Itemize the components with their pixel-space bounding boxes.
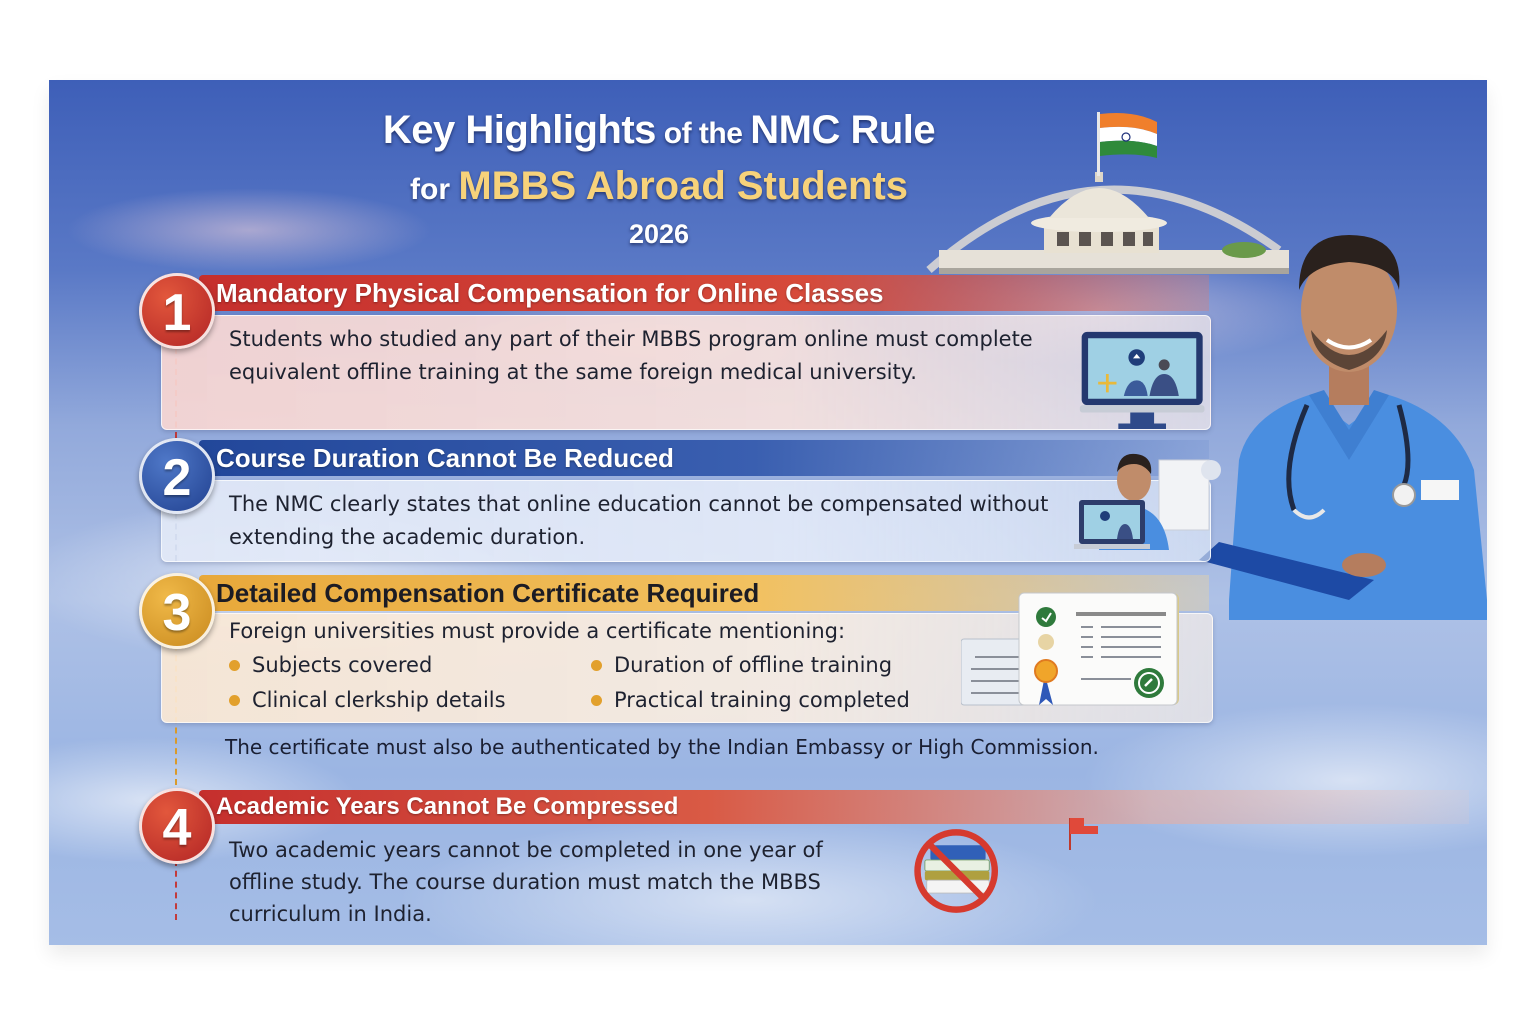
title-mbbs-abroad: MBBS Abroad Students <box>458 164 908 208</box>
online-class-monitor-icon <box>1074 330 1214 440</box>
title-key-highlights: Key Highlights <box>382 108 656 152</box>
no-books-icon <box>909 825 1007 917</box>
section-1-body: Students who studied any part of their MBBS program online must complete equivalent offline training at the same foreign medical university. <box>229 327 1033 384</box>
certificate-authentication-note: The certificate must also be authenticated by the Indian Embassy or High Commission. <box>225 735 1099 759</box>
title-nmc-rule: NMC Rule <box>750 108 936 152</box>
infographic-poster <box>49 80 1487 945</box>
section-4-heading: Academic Years Cannot Be Compressed <box>199 790 1469 824</box>
title-year: 2026 <box>628 219 690 249</box>
bullet-dot-icon <box>229 695 240 706</box>
bullet-dot-icon <box>591 695 602 706</box>
doctor-illustration <box>1199 180 1487 620</box>
section-1 <box>139 275 1219 435</box>
section-2-body: The NMC clearly states that online education cannot be compensated without extending the academic duration. <box>229 492 1049 549</box>
bullet-item: Clinical clerkship details <box>229 684 591 717</box>
section-3-number: 3 <box>139 573 215 649</box>
red-flag-icon <box>1064 814 1104 854</box>
bullet-item: Duration of offline training <box>591 649 951 682</box>
bullet-dot-icon <box>229 660 240 671</box>
section-4-body: Two academic years cannot be completed in one year of offline study. The course duration must match the MBBS curriculum in India. <box>229 838 823 926</box>
section-1-number: 1 <box>139 273 215 349</box>
bullet-dot-icon <box>591 660 602 671</box>
section-3 <box>139 575 1229 725</box>
bullet-item: Subjects covered <box>229 649 591 682</box>
section-4-number: 4 <box>139 788 215 864</box>
section-4 <box>139 790 1479 940</box>
title-for: for <box>410 173 459 206</box>
section-3-heading: Detailed Compensation Certificate Required <box>199 575 1209 611</box>
section-3-bullet-list <box>229 649 951 717</box>
title-of-the: of the <box>655 117 751 150</box>
bullet-item: Practical training completed <box>591 684 951 717</box>
section-1-heading: Mandatory Physical Compensation for Online Classes <box>199 275 1209 311</box>
student-laptop-illustration <box>1039 440 1239 560</box>
certificate-icon <box>961 587 1201 717</box>
section-2-number: 2 <box>139 438 215 514</box>
section-2-heading: Course Duration Cannot Be Reduced <box>199 440 1209 476</box>
section-2 <box>139 440 1219 565</box>
section-3-intro: Foreign universities must provide a certificate mentioning: <box>229 619 846 643</box>
